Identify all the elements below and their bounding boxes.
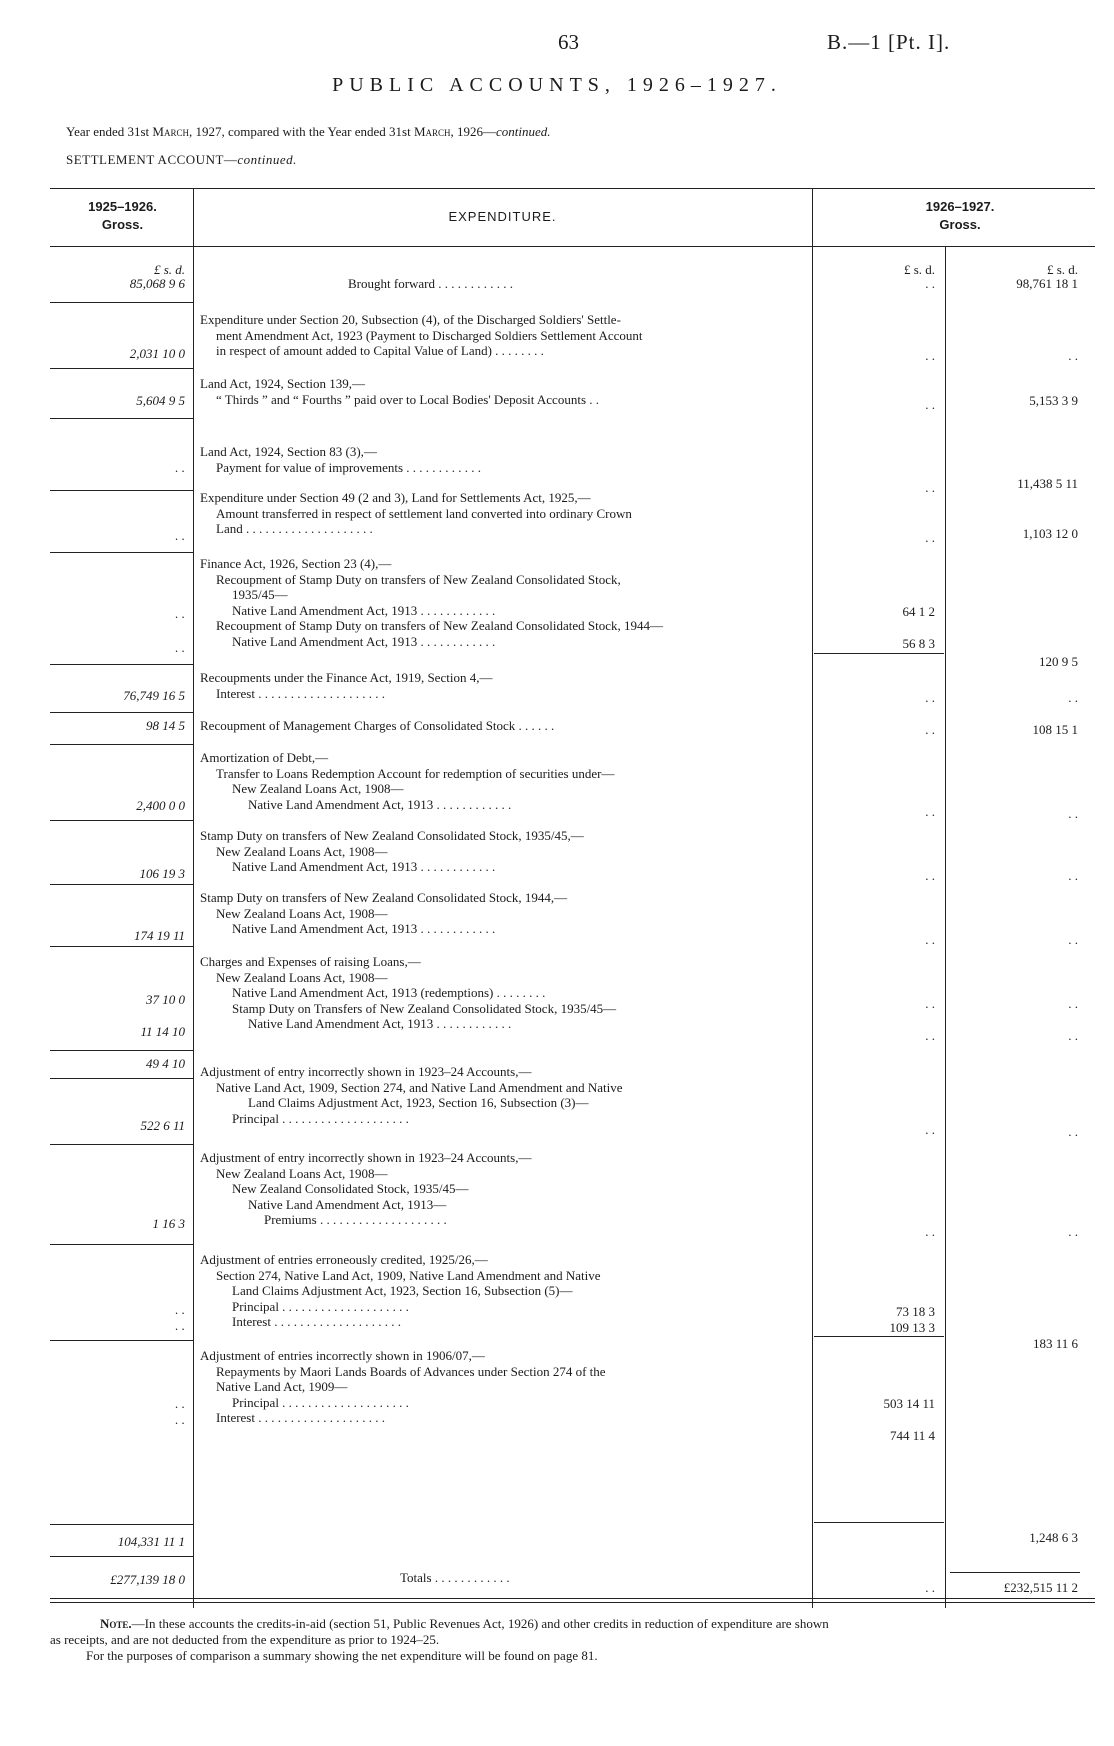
desc-line: Native Land Amendment Act, 1913 . . . . . . . . . . . . [232,602,496,618]
prev-amount: 76,749 16 5 [123,688,185,703]
prev-amount: 85,068 9 6 [129,276,185,291]
desc-line: Native Land Amendment Act, 1913 . . . . . . . . . . . . [248,1016,512,1031]
prev-amount: . . [175,1318,185,1333]
desc-line: Recoupment of Stamp Duty on transfers of New Zealand Consolidated Stock, [216,571,621,587]
row-rule [50,744,193,745]
subtitle-month-1: March [152,124,189,139]
row-description [200,890,567,937]
page-number: 63 [558,30,579,54]
header-rule [50,246,1095,247]
prev-amount: . . [175,1412,185,1427]
prev-total: £277,139 18 0 [110,1572,185,1587]
row-rule [50,820,193,821]
row-description [200,1150,531,1228]
current-amount: . . [1068,806,1078,821]
current-amount: . . [1068,690,1078,705]
prev-amount: 1 16 3 [152,1216,185,1231]
row-rule [50,490,193,491]
mid-amount: . . [925,722,935,737]
col-divider-mid [812,188,813,1608]
row-rule [50,302,193,303]
desc-line: Finance Act, 1926, Section 23 (4),— [200,556,392,571]
desc-line: Principal . . . . . . . . . . . . . . . . . . . . [232,1394,409,1410]
mid-amount: . . [925,804,935,819]
row-description [200,444,481,475]
desc-line: Principal . . . . . . . . . . . . . . . . . . . . [232,1298,409,1314]
row-description [200,1252,601,1330]
desc-line: Stamp Duty on transfers of New Zealand Consolidated Stock, 1944,— [200,890,568,905]
current-amount: 183 11 6 [1032,1336,1078,1351]
desc-line: Amortization of Debt,— [200,750,329,765]
current-amount: . . [1068,996,1078,1011]
desc-line: Adjustment of entry incorrectly shown in 1923–24 Accounts,— [200,1064,532,1079]
current-amount: 1,103 12 0 [1022,526,1078,541]
row-rule [50,946,193,947]
desc-line: Native Land Amendment Act, 1913 (redemptions) . . . . . . . . [232,985,546,1000]
desc-line: Premiums . . . . . . . . . . . . . . . . . . . . [264,1212,447,1227]
row-description: Recoupment of Management Charges of Consolidated Stock . . . . . . [200,718,555,733]
header-expenditure: EXPENDITURE. [448,209,557,224]
desc-line: Expenditure under Section 49 (2 and 3), Land for Settlements Act, 1925,— [200,490,591,505]
row-description [200,828,584,875]
desc-line: Native Land Amendment Act, 1913 . . . . . . . . . . . . [232,859,496,874]
note-line-3: For the purposes of comparison a summary showing the net expenditure will be found on page 81. [86,1648,598,1663]
desc-line: Land . . . . . . . . . . . . . . . . . . . . [216,521,373,536]
current-amount: . . [1068,932,1078,947]
mid-amount: . . [925,480,935,495]
mid-amount: . . [925,932,935,947]
header-right-label: Gross. [939,217,981,232]
mid-amount: . . [925,1224,935,1239]
subtitle-month-2: March [413,124,451,139]
subtotal-rule [814,1336,944,1337]
units-right: £ s. d. [1046,262,1078,277]
current-amount: . . [1068,1028,1078,1043]
header-left-year: 1925–1926. [88,199,157,214]
note-line-1: —In these accounts the credits-in-aid (section 51, Public Revenues Act, 1926) and other credits in reduction of expenditure are shown [131,1616,829,1631]
section-label: SETTLEMENT ACCOUNT— [66,152,238,167]
row-rule [50,368,193,369]
header-right [860,198,1060,234]
table-top-rule [50,188,1095,189]
desc-line: New Zealand Loans Act, 1908— [216,843,388,859]
desc-line: Stamp Duty on Transfers of New Zealand Consolidated Stock, 1935/45— [232,1000,617,1016]
mid-amount: 109 13 3 [889,1320,935,1335]
prev-amount: 37 10 0 [146,992,185,1007]
current-amount: . . [1068,348,1078,363]
current-amount: . . [1068,1124,1078,1139]
subtotal-rule [814,653,944,654]
row-rule [50,552,193,553]
desc-line: New Zealand Loans Act, 1908— [216,1165,388,1181]
row-rule [50,1050,193,1051]
desc-line: Interest . . . . . . . . . . . . . . . . . . . . [232,1314,401,1329]
row-rule [50,1078,193,1079]
row-description [200,954,616,1032]
row-description [200,750,614,812]
mid-amount: . . [925,996,935,1011]
row-rule [50,712,193,713]
desc-line: Adjustment of entries incorrectly shown in 1906/07,— [200,1348,485,1363]
desc-line: Native Land Amendment Act, 1913 . . . . . . . . . . . . [232,921,496,936]
mid-amount: . . [925,276,935,291]
prev-amount: 49 4 10 [146,1056,185,1071]
row-description [200,670,492,701]
table-bottom-rule [50,1598,1095,1599]
desc-line: Section 274, Native Land Act, 1909, Native Land Amendment and Native [216,1267,601,1283]
row-rule [50,664,193,665]
mid-amount: . . [925,1122,935,1137]
desc-line: Payment for value of improvements . . . . . . . . . . . . [216,459,482,475]
row-description [200,1064,623,1126]
desc-line: New Zealand Loans Act, 1908— [216,905,388,921]
current-amount: . . [1068,1224,1078,1239]
desc-line: New Zealand Loans Act, 1908— [232,781,404,796]
prev-amount: . . [175,606,185,621]
prev-subtotal: 104,331 11 1 [117,1534,185,1549]
desc-line: Land Act, 1924, Section 83 (3),— [200,444,377,459]
table-bottom-rule-2 [50,1602,1095,1603]
section-name [66,152,297,168]
row-description [200,312,643,359]
mid-amount: . . [925,868,935,883]
prev-amount: . . [175,1396,185,1411]
units-mid: £ s. d. [903,262,935,277]
desc-line: New Zealand Loans Act, 1908— [216,969,388,985]
prev-amount: 2,400 0 0 [136,798,185,813]
desc-line: Interest . . . . . . . . . . . . . . . . . . . . [216,1410,385,1425]
note-label: Note. [100,1616,132,1631]
desc-line: Native Land Act, 1909, Section 274, and Native Land Amendment and Native [216,1079,623,1095]
desc-line: ment Amendment Act, 1923 (Payment to Discharged Soldiers Settlement Account [216,327,643,343]
row-description [200,1348,606,1426]
document-reference: B.—1 [Pt. I]. [827,30,951,54]
mid-amount: . . [925,1028,935,1043]
prev-amount: 522 6 11 [140,1118,185,1133]
desc-line: Principal . . . . . . . . . . . . . . . . . . . . [232,1110,409,1126]
desc-line: Land Claims Adjustment Act, 1923, Section 16, Subsection (5)— [232,1283,573,1298]
mid-amount: 56 8 3 [902,636,935,651]
subtitle-continued: continued. [496,124,551,139]
row-description [200,556,663,649]
mid-amount: 744 11 4 [889,1428,935,1443]
header-right-year: 1926–1927. [925,199,995,214]
mid-total: . . [925,1580,935,1595]
totals-label: Totals . . . . . . . . . . . . [400,1570,510,1585]
mid-amount: 503 14 11 [883,1396,935,1411]
row-rule [50,1524,193,1525]
desc-line: New Zealand Consolidated Stock, 1935/45— [232,1181,469,1196]
prev-amount: 5,604 9 5 [136,393,185,408]
mid-amount: . . [925,690,935,705]
units-left: £ s. d. [153,262,185,277]
row-rule [50,1556,193,1557]
prev-amount: 174 19 11 [133,928,185,943]
desc-line: Native Land Amendment Act, 1913 . . . . . . . . . . . . [232,633,496,649]
mid-amount: 73 18 3 [896,1304,935,1319]
mid-amount: . . [925,530,935,545]
current-amount: 1,248 6 3 [1029,1530,1078,1545]
desc-line: Adjustment of entry incorrectly shown in 1923–24 Accounts,— [200,1150,532,1165]
desc-line: Interest . . . . . . . . . . . . . . . . . . . . [216,685,385,701]
desc-line: Stamp Duty on transfers of New Zealand Consolidated Stock, 1935/45,— [200,828,584,843]
desc-line: Adjustment of entries erroneously credited, 1925/26,— [200,1252,488,1267]
row-rule [50,1144,193,1145]
mid-amount: 64 1 2 [902,604,935,619]
subtitle-year: , 1926— [450,124,497,139]
row-rule [50,1244,193,1245]
current-amount: 98,761 18 1 [1016,276,1078,291]
prev-amount: . . [175,640,185,655]
desc-line: 1935/45— [232,587,288,602]
desc-line: Recoupments under the Finance Act, 1919, Section 4,— [200,670,493,685]
row-rule [50,418,193,419]
row-rule [50,1340,193,1341]
desc-line: “ Thirds ” and “ Fourths ” paid over to Local Bodies' Deposit Accounts . . [216,391,599,407]
mid-amount: . . [925,348,935,363]
prev-amount: . . [175,528,185,543]
current-amount: 120 9 5 [1039,654,1078,669]
desc-line: Native Land Act, 1909— [216,1379,348,1394]
current-amount: 108 15 1 [1032,722,1078,737]
desc-line: Land Claims Adjustment Act, 1923, Section 16, Subsection (3)— [248,1095,589,1110]
section-continued: continued. [237,152,297,167]
subtotal-rule [814,1522,944,1523]
current-amount: 5,153 3 9 [1029,393,1078,408]
current-amount: . . [1068,868,1078,883]
desc-line: Native Land Amendment Act, 1913 . . . . . . . . . . . . [248,796,512,812]
mid-amount: . . [925,397,935,412]
subtitle [66,124,551,140]
row-description: Brought forward . . . . . . . . . . . . [348,276,514,291]
desc-line: Recoupment of Stamp Duty on transfers of New Zealand Consolidated Stock, 1944— [216,618,663,633]
subtitle-prefix: Year ended 31st [66,124,153,139]
prev-amount: 2,031 10 0 [129,346,185,361]
desc-line: Charges and Expenses of raising Loans,— [200,954,421,969]
row-description [200,490,632,537]
row-rule [50,884,193,885]
desc-line: Amount transferred in respect of settlement land converted into ordinary Crown [216,505,632,521]
row-description [200,376,599,407]
desc-line: Repayments by Maori Lands Boards of Advances under Section 274 of the [216,1363,606,1379]
header-left-label: Gross. [101,217,144,232]
total-box-top [950,1572,1080,1573]
prev-amount: 98 14 5 [146,718,185,733]
page-title: PUBLIC ACCOUNTS, 1926–1927. [332,74,782,96]
desc-line: Transfer to Loans Redemption Account for redemption of securities under— [216,765,615,781]
prev-amount: . . [175,460,185,475]
prev-amount: 11 14 10 [140,1024,185,1039]
prev-amount: . . [175,1302,185,1317]
desc-line: Expenditure under Section 20, Subsection (4), of the Discharged Soldiers' Settle- [200,312,621,327]
current-amount: 11,438 5 11 [1017,476,1078,491]
current-total: £232,515 11 2 [1003,1580,1078,1595]
header-left [60,198,185,234]
desc-line: in respect of amount added to Capital Value of Land) . . . . . . . . [216,343,544,358]
desc-line: Land Act, 1924, Section 139,— [200,376,366,391]
footnote [100,1616,1110,1631]
desc-line: Native Land Amendment Act, 1913— [248,1196,447,1212]
note-line-2: as receipts, and are not deducted from the expenditure as prior to 1924–25. [50,1632,440,1647]
subtitle-mid: , 1927, compared with the Year ended 31st [189,124,414,139]
prev-amount: 106 19 3 [139,866,185,881]
col-divider-left [193,188,194,1608]
col-divider-right [945,246,946,1608]
